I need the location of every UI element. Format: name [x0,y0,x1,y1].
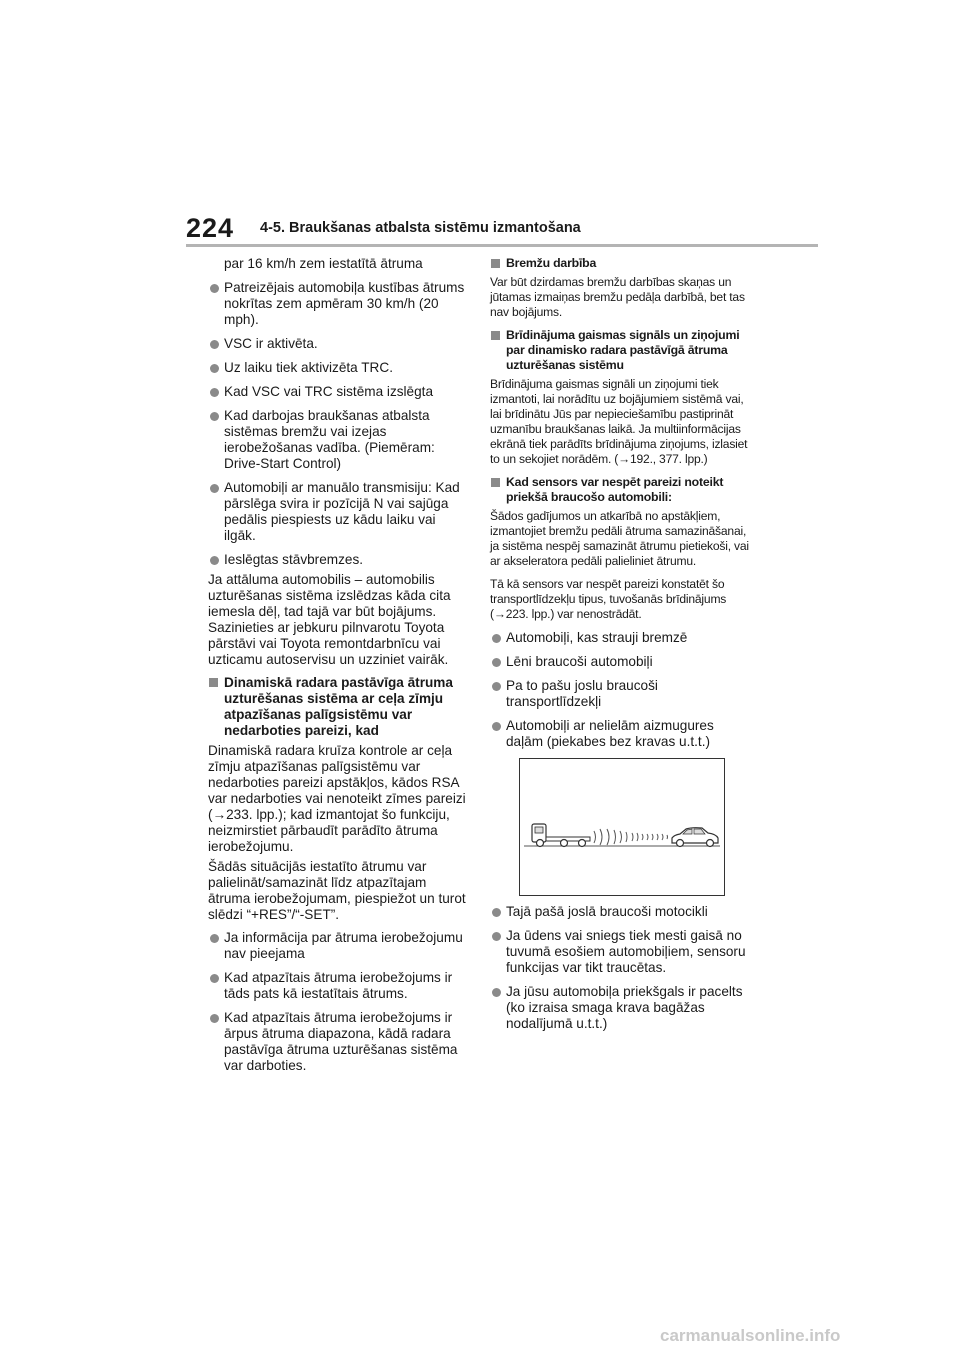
body-paragraph: Dinamiskā radara kruīza kontrole ar ceļa zīmju atpazīšanas palīgsistēmu var nedarboties pareizi apstākļos, kādos RSA var nedarboties vai nenoteikt zīmes pareizi (→233. lpp.); kad izmantojat šo funkciju, neizmirstiet pārbaudīt parādīto ātruma ierobežojumu. [208,743,466,854]
bullet-item: Kad atpazītais ātruma ierobežojums ir ārpus ātruma diapazona, kādā radara pastāvīga ātruma uzturēšanas sistēma var darboties. [208,1010,470,1074]
right-column [490,256,752,1040]
header-rule [186,244,818,247]
section-heading: Brīdinājuma gaismas signāls un ziņojumi par dinamisko radara pastāvīgā ātruma uzturēšanas sistēmu [490,328,752,373]
note-paragraph: Var būt dzirdamas bremžu darbības skaņas un jūtamas izmaiņas bremžu pedāļa darbībā, bet tas nav bojājums. [490,275,745,319]
bullet-item: Kad VSC vai TRC sistēma izslēgta [208,384,470,400]
left-column [208,256,470,1082]
bullet-item: Ieslēgtas stāvbremzes. [208,552,470,568]
bullet-item: Kad darbojas braukšanas atbalsta sistēmas bremžu vai izejas ierobežošanas vadība. (Piemēram: Drive-Start Control) [208,408,470,472]
watermark: carmanualsonline.info [660,1326,841,1345]
truck-icon [532,824,590,847]
bullet-icon [492,908,501,917]
section-heading: Kad sensors var nespēt pareizi noteikt priekšā braucošo automobili: [490,475,752,505]
bullet-item: Automobiļi ar manuālo transmisiju: Kad pārslēga svira ir pozīcijā N vai sajūga pedālis piespiests uz kādu laiku vai ilgāk. [208,480,470,544]
bullet-icon [210,340,219,349]
bullet-item: Automobiļi ar nelielām aizmugures daļām (piekabes bez kravas u.t.t.) [490,718,752,750]
bullet-item: Lēni braucoši automobiļi [490,654,752,670]
bullet-icon [210,974,219,983]
square-bullet-icon [209,678,218,687]
bullet-item: Kad atpazītais ātruma ierobežojums ir tāds pats kā iestatītais ātrums. [208,970,470,1002]
bullet-item: Pa to pašu joslu braucoši transportlīdzekļi [490,678,752,710]
bullet-icon [210,484,219,493]
bullet-icon [210,412,219,421]
chapter-title: 4-5. Braukšanas atbalsta sistēmu izmantošana [260,220,581,236]
square-bullet-icon [491,259,500,268]
bullet-icon [492,722,501,731]
body-paragraph: Ja attāluma automobilis – automobilis uzturēšanas sistēma izslēdzas kāda cita iemesla dēļ, tad tajā var būt bojājums. Sazinieties ar jebkuru pilnvarotu Toyota pārstāvi vai Toyota remontdarbnīcu vai uzticamu autoservisu un uzziniet vairāk. [208,572,451,667]
bullet-icon [492,932,501,941]
bullet-icon [210,934,219,943]
bullet-item: Tajā pašā joslā braucoši motocikli [490,904,752,920]
bullet-item: Ja ūdens vai sniegs tiek mesti gaisā no tuvumā esošiem automobiļiem, sensoru funkcijas var tikt traucētas. [490,928,752,976]
note-paragraph: Tā kā sensors var nespēt pareizi konstatēt šo transportlīdzekļu tipus, tuvošanās brīdinājums (→223. lpp.) var nenostrādāt. [490,577,727,621]
square-bullet-icon [491,478,500,487]
car-icon [672,828,718,847]
section-heading: Bremžu darbība [490,256,752,271]
bullet-icon [492,988,501,997]
bullet-icon [492,682,501,691]
bullet-item: Automobiļi, kas strauji bremzē [490,630,752,646]
trailer-detection-diagram [520,759,724,895]
radar-illustration [519,758,725,896]
bullet-item: Ja jūsu automobiļa priekšgals ir pacelts (ko izraisa smaga krava bagāžas nodalījumā u.t.t.) [490,984,752,1032]
bullet-icon [210,556,219,565]
bullet-item: VSC ir aktivēta. [208,336,470,352]
bullet-item: Uz laiku tiek aktivizēta TRC. [208,360,470,376]
bullet-item: Patreizējais automobiļa kustības ātrums nokrītas zem apmēram 30 km/h (20 mph). [208,280,470,328]
section-heading: Dinamiskā radara pastāvīga ātruma uzturēšanas sistēma ar ceļa zīmju atpazīšanas palīgsistēmu var nedarboties pareizi, kad [208,675,470,739]
body-paragraph: Šādās situācijās iestatīto ātrumu var palielināt/samazināt līdz atpazītajam ātruma ierobežojumam, piespiežot un turot slēdzi “+RES”/“-SET”. [208,859,466,922]
note-paragraph: Šādos gadījumos un atkarībā no apstākļiem, izmantojiet bremžu pedāli ātruma samazināšanai, ja sistēma nespēj samazināt ātrumu pietiekoši, vai ar akseleratora pedāli palieliniet ātrumu. [490,509,749,568]
radar-wave-icon [594,829,668,845]
square-bullet-icon [491,331,500,340]
bullet-icon [210,388,219,397]
bullet-icon [210,1014,219,1023]
bullet-icon [492,634,501,643]
page-header [186,213,818,249]
bullet-icon [210,364,219,373]
note-paragraph: Brīdinājuma gaismas signāli un ziņojumi tiek izmantoti, lai norādītu uz bojājumiem sistēmā vai, lai brīdinātu Jūs par nepieciešamību pastiprināt uzmanību braukšanas laikā. Ja multiinformācijas ekrānā tiek parādīts brīdinājuma ziņojums, izlasiet to un sekojiet norādēm. (→192., 377. lpp.) [490,377,748,466]
bullet-item: Ja informācija par ātruma ierobežojumu nav pieejama [208,930,470,962]
bullet-icon [492,658,501,667]
page-number: 224 [186,213,235,243]
bullet-icon [210,284,219,293]
continued-text: par 16 km/h zem iestatītā ātruma [224,256,423,271]
